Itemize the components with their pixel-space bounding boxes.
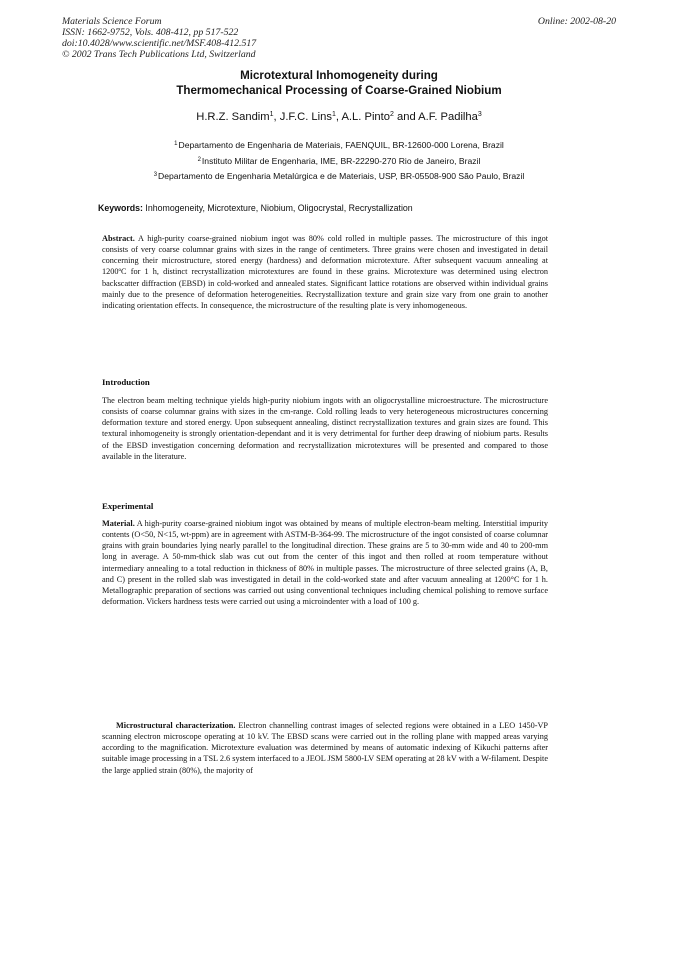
paper-title — [62, 68, 616, 98]
author-name: J.F.C. Lins — [279, 111, 332, 123]
doi-line: doi:10.4028/www.scientific.net/MSF.408-412.517 — [62, 38, 257, 49]
author-affil-mark: 3 — [477, 111, 482, 118]
author-affil-mark: 1 — [331, 111, 336, 118]
material-text: A high-purity coarse-grained niobium ingot was obtained by means of multiple electron-beam melting. Interstitial impurity contents (O<50, N<15, wt-ppm) are in agreement with ASTM-B-364-99. The microstructure of the ingot consisted of coarse columnar grains with grain boundaries lying nearly parallel to the longitudinal direction. These grains are 5 to 30-mm wide and 40 to 200-mm long in average. A 50-mm-thick slab was cut out from the center of this ingot and then rolled at room temperature without intermediary annealing to a total reduction in thickness of 80% in multiple passes. The microstructure of three selected grains (A, B, and C) present in the rolled slab was investigated in detail in the cold-worked state and after vacuum annealing at 1200°C for 1 h. Metallographic preparation of sections was carried out using conventional techniques including chemical polishing to remove surface deformation. Vickers hardness tests were carried out using a microindenter with a load of 100 g. — [102, 519, 548, 607]
author-name: A.F. Padilha — [418, 111, 478, 123]
keywords-line — [98, 203, 618, 213]
microstructural-paragraph — [102, 720, 548, 776]
author-name: H.R.Z. Sandim — [196, 111, 270, 123]
affiliation-list — [62, 137, 616, 184]
affiliation-item — [62, 137, 616, 153]
affiliation-mark: 2 — [197, 156, 201, 163]
affiliation-text: Departamento de Engenharia de Materiais, FAENQUIL, BR-12600-000 Lorena, Brazil — [178, 140, 504, 150]
introduction-paragraph: The electron beam melting technique yields high-purity niobium ingots with an oligocrystalline microestructure. The microstructure consists of coarse columnar grains with sizes in the cm-range. Cold rolling leads to very heterogeneous microstructures concerning deformation texture and stored energy. Upon subsequent annealing, distinct recrystallization textures and grain sizes are found. This textural inhomogeneity is strongly orientation-dependant and it is very detrimental for further deep drawing of niobium parts. Results of the EBSD investigation concerning deformation and recrystallization microtextures will be presented and compared to those available in the literature. — [102, 396, 548, 461]
introduction-heading: Introduction — [102, 377, 150, 387]
affiliation-mark: 3 — [153, 172, 158, 179]
microstructural-text: Electron channelling contrast images of selected regions were obtained in a LEO 1450-VP scanning electron microscope operating at 10 kV. The EBSD scans were carried out in the rolling plane with mapped areas varying according to the magnification. Microtexture evaluation was determined by means of automatic indexing of Kikuchi patterns after suitable image processing in a TSL 2.6 system interfaced to a JEOL JSM 5800-LV SEM operating at 28 kV with a W-filament. Despite the large applied strain (80%), the majority of — [102, 721, 548, 775]
copyright-line: © 2002 Trans Tech Publications Ltd, Switzerland — [62, 49, 256, 60]
author-separator: , — [273, 111, 280, 123]
journal-header — [62, 16, 382, 60]
keywords-label: Keywords: — [98, 203, 143, 213]
author-separator: and — [393, 111, 419, 123]
affiliation-mark: 1 — [174, 141, 178, 147]
title-line-1: Microtextural Inhomogeneity during — [240, 69, 438, 82]
online-date: Online: 2002-08-20 — [537, 16, 616, 27]
experimental-heading: Experimental — [102, 501, 154, 511]
author-list — [62, 111, 616, 123]
abstract-text: A high-purity coarse-grained niobium ingot was 80% cold rolled in multiple passes. The microstructure of this ingot consists of very coarse columnar grains with sizes in the range of centimeters. Three grains were chosen and investigated in detail concerning their microstructure, stored energy (hardness) and deformation microtexture. After subsequent vacuum annealing at 1200ºC for 1 h, distinct recrystallization microtextures are found in these grains. Microtexture was determined using electron backscatter diffraction (EBSD) in cold-worked and annealed states. Significant lattice rotations are observed within individual grains mainly due to the presence of deformation heterogeneities. Recrystallization texture and grain size vary from one grain to another indicating orientation effects. In consequence, the microstructure of the resulting plate is very inhomogeneous. — [102, 234, 548, 310]
author-affil-mark: 2 — [389, 111, 394, 118]
affiliation-item — [62, 153, 616, 169]
author-name: A.L. Pinto — [341, 111, 390, 123]
author-affil-mark: 1 — [269, 111, 274, 118]
material-paragraph — [102, 518, 548, 607]
affiliation-item — [62, 168, 616, 184]
abstract-label: Abstract. — [102, 234, 135, 243]
material-label: Material. — [102, 519, 135, 528]
title-line-2: Thermomechanical Processing of Coarse-Grained Niobium — [176, 84, 502, 97]
issn-line: ISSN: 1662-9752, Vols. 408-412, pp 517-522 — [62, 27, 239, 38]
abstract-paragraph — [102, 233, 548, 311]
affiliation-text: Instituto Militar de Engenharia, IME, BR-22290-270 Rio de Janeiro, Brazil — [201, 155, 481, 166]
microstructural-label: Microstructural characterization. — [116, 721, 236, 730]
journal-name: Materials Science Forum — [62, 16, 162, 27]
author-separator: , — [335, 111, 342, 123]
affiliation-text: Departamento de Engenharia Metalúrgica e de Materiais, USP, BR-05508-900 São Paulo, Brazil — [158, 171, 525, 182]
keywords-text: Inhomogeneity, Microtexture, Niobium, Oligocrystal, Recrystallization — [142, 203, 413, 213]
